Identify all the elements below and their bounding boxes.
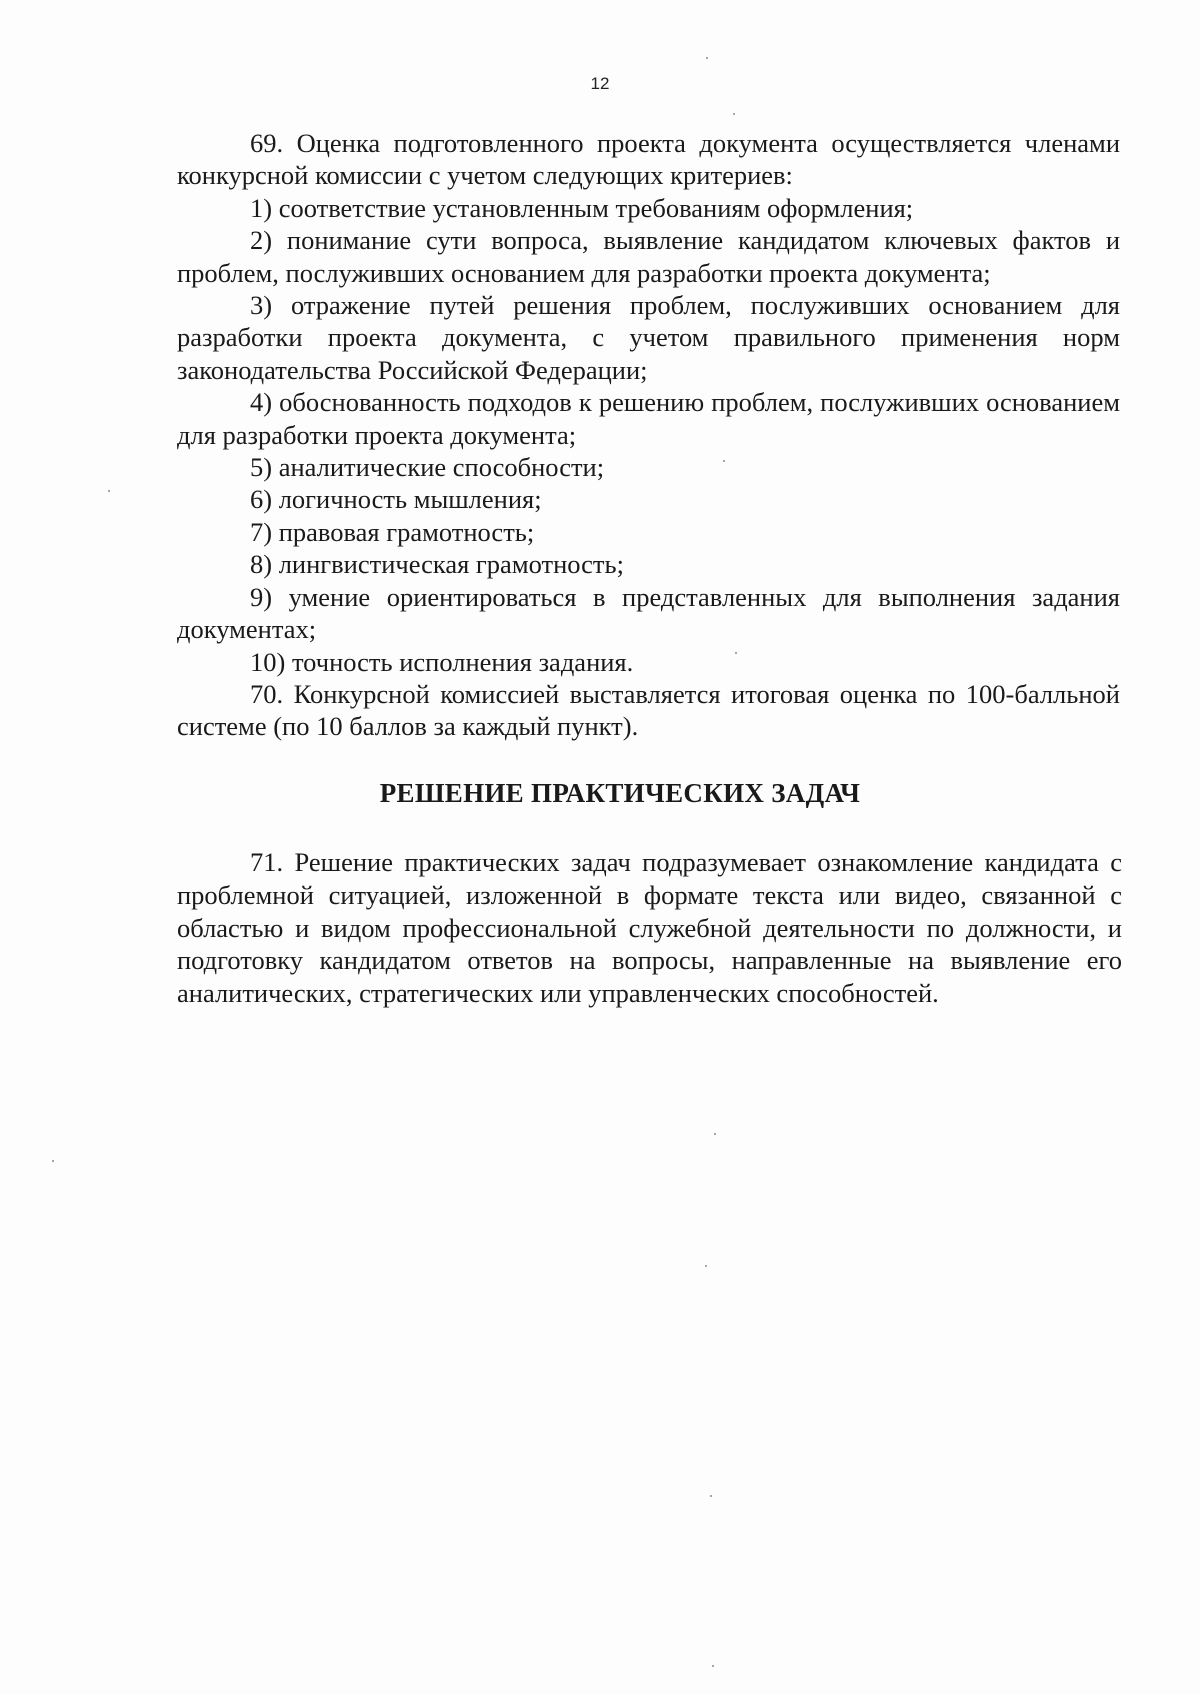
criterion-9: 9) умение ориентироваться в представленных для выполнения задания документах; [177,581,1120,645]
criterion-10: 10) точность исполнения задания. [250,646,634,677]
scan-speck [706,57,708,59]
section-heading: РЕШЕНИЕ ПРАКТИЧЕСКИХ ЗАДАЧ [379,778,861,808]
criterion-1: 1) соответствие установленным требованиям оформления; [250,192,914,223]
criterion-7: 7) правовая грамотность; [250,516,535,547]
criterion-4: 4) обоснованность подходов к решению проблем, послуживших основанием для разработки проекта документа; [177,387,1120,450]
scan-speck [723,460,725,462]
criteria-section [177,127,1120,743]
criterion-5: 5) аналитические способности; [250,452,605,483]
scan-speck [108,490,110,492]
practical-tasks-section [177,846,1122,1010]
criterion-3: 3) отражение путей решения проблем, послуживших основанием для разработки проекта документа, с учетом правильного применения норм законодательства Российской Федерации; [177,290,1120,385]
criterion-2: 2) понимание сути вопроса, выявление кандидатом ключевых фактов и проблем, послуживших основанием для разработки проекта документа; [177,225,1120,288]
paragraph-69: 69. Оценка подготовленного проекта документа осуществляется членами конкурсной комиссии с учетом следующих критериев: [177,128,1120,191]
paragraph-70: 70. Конкурсной комиссией выставляется итоговая оценка по 100-балльной системе (по 10 баллов за каждый пункт). [177,678,1120,742]
criterion-6: 6) логичность мышления; [250,484,542,515]
scan-speck [712,1665,714,1667]
scan-speck [735,652,737,654]
scan-speck [733,113,735,115]
page-number: 12 [590,74,610,93]
scan-speck [705,1265,707,1267]
scan-speck [52,1160,54,1162]
scan-speck [710,1495,712,1497]
scan-speck [714,1133,716,1135]
criterion-8: 8) лингвистическая грамотность; [250,549,624,580]
paragraph-71: 71. Решение практических задач подразумевает ознакомление кандидата с проблемной ситуацией, изложенной в формате текста или видео, связанной с областью и видом профессиональной служебной деятельности по должности, и подготовку кандидатом ответов на вопросы, направленные на выявление его аналитических, стратегических или управленческих способностей. [177,847,1122,1009]
